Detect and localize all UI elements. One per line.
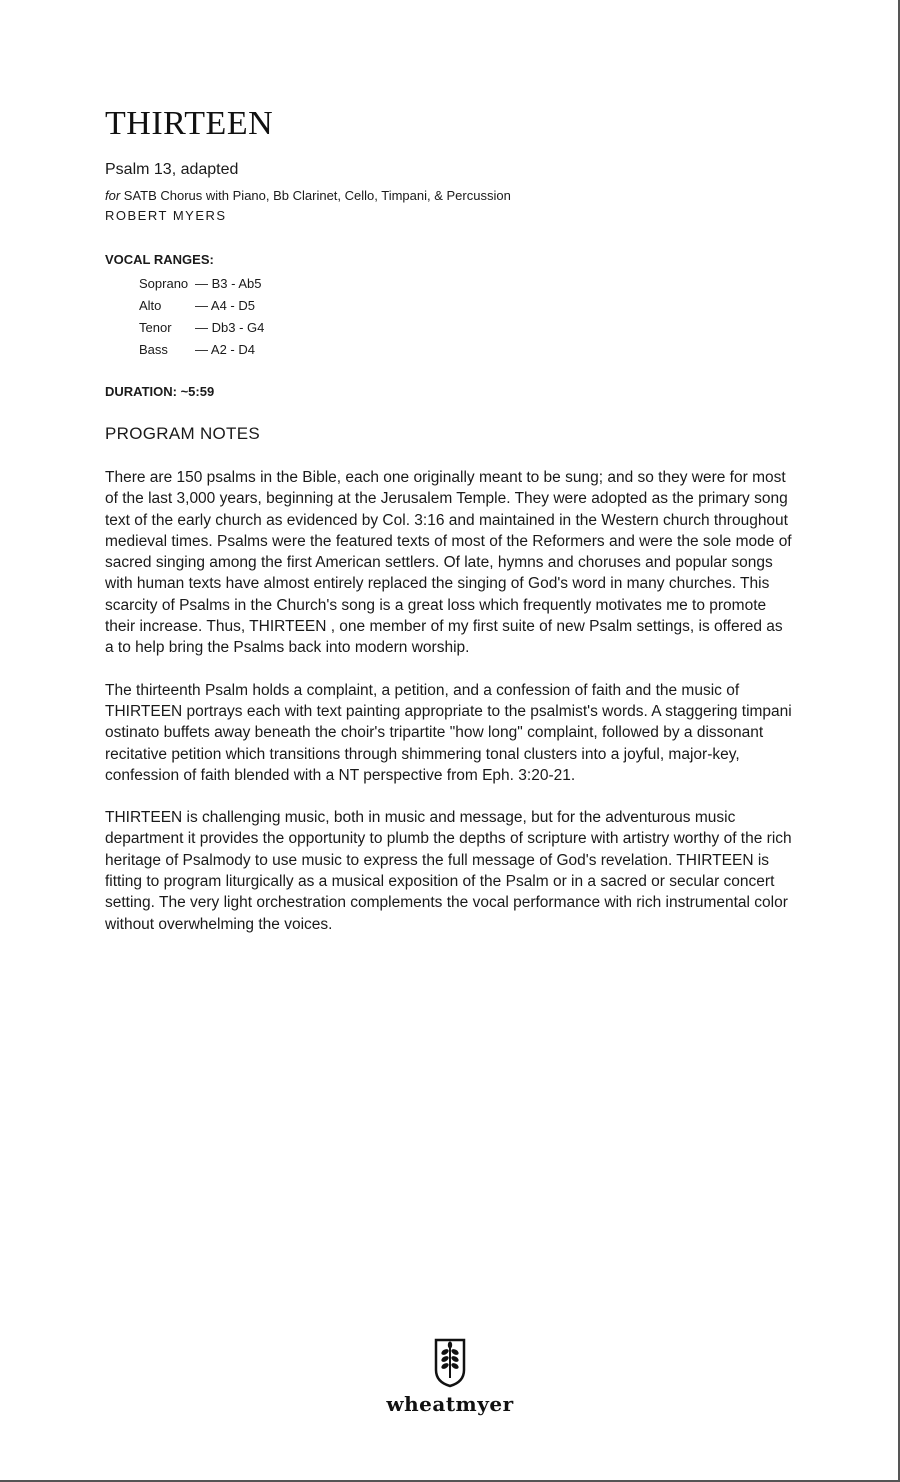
vocal-range-row [139,295,795,317]
voice-name: Tenor [139,320,172,335]
voice-range: — A2 - D4 [195,342,255,357]
publisher-logo [380,1336,520,1416]
vocal-range-row [139,339,795,361]
voice-range: — A4 - D5 [195,298,255,313]
document-body [105,104,795,950]
voice-range: — B3 - Ab5 [195,276,262,291]
voice-range: — Db3 - G4 [195,320,265,335]
voice-name: Alto [139,298,162,313]
vocal-range-row [139,273,795,295]
publisher-name: wheatmyer [386,1392,514,1416]
subtitle: Psalm 13, adapted [105,161,239,178]
page-title: THIRTEEN [105,105,274,142]
instrumentation [105,187,795,205]
program-notes-paragraph: THIRTEEN is challenging music, both in music and message, but for the adventurous music department it provides the opportunity to plumb the depths of scripture with artistry worthy of the rich heritage of Psalmody to use music to express the full message of God's revelation. THIRTEEN is fitting to program liturgically as a musical exposition of the Psalm or in a sacred or secular concert setting. The very light orchestration complements the vocal performance with rich instrumental color without overwhelming the voices. [105,809,792,933]
instrumentation-for: for [105,188,121,203]
program-notes-heading: PROGRAM NOTES [105,424,261,443]
vocal-range-row [139,317,795,339]
program-notes-paragraph: There are 150 psalms in the Bible, each one originally meant to be sung; and so they were for most of the last 3,000 years, beginning at the Jerusalem Temple. They were adopted as the primary song text of the early church as evidenced by Col. 3:16 and maintained in the Western church throughout medieval times. Psalms were the featured texts of most of the Reformers and were the sole mode of sacred singing among the first American settlers. Of late, hymns and choruses and popular songs with human texts have almost entirely replaced the singing of God's word in many churches. This scarcity of Psalms in the Church's song is a great loss which frequently motivates me to promote their increase. Thus, THIRTEEN , one member of my first suite of new Psalm settings, is offered as a to help bring the Psalms back into modern worship. [105,469,792,657]
wheat-crest-icon [430,1336,470,1388]
voice-name: Bass [139,342,168,357]
voice-name: Soprano [139,276,189,291]
vocal-ranges-heading: VOCAL RANGES: [105,252,214,267]
program-notes-paragraph: The thirteenth Psalm holds a complaint, a petition, and a confession of faith and the music of THIRTEEN portrays each with text painting appropriate to the psalmist's words. A staggering timpani ostinato buffets away beneath the choir's tripartite "how long" complaint, followed by a dissonant recitative petition which transitions through shimmering tonal clusters into a joyful, major-key, confession of faith blended with a NT perspective from Eph. 3:20-21. [105,681,792,784]
duration: DURATION: ~5:59 [105,384,215,399]
instrumentation-text: SATB Chorus with Piano, Bb Clarinet, Cello, Timpani, & Percussion [120,188,511,203]
composer: ROBERT MYERS [105,208,227,223]
vocal-ranges-list [139,273,795,361]
